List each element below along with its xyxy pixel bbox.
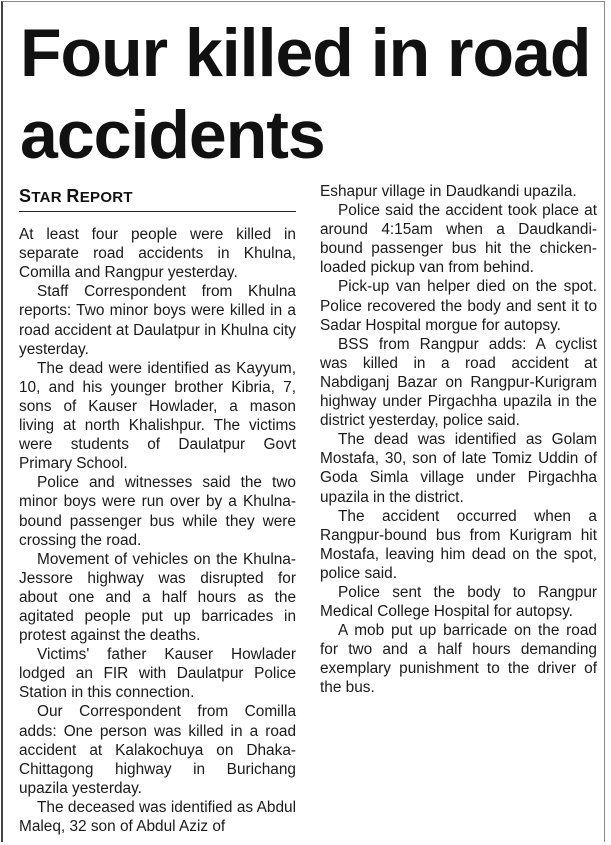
paragraph-comilla-helper: Pick-up van helper died on the spot. Police recovered the body and sent it to Sadar Hospital morgue for autopsy. <box>320 278 597 334</box>
byline-word-eport: EPORT <box>79 189 133 206</box>
headline: Four killed in road accidents <box>20 15 591 173</box>
paragraph-khulna-highway: Movement of vehicles on the Khulna-Jessore highway was disrupted for about one and a half hours as the agitated people put up barricades in protest against the deaths. <box>19 550 296 645</box>
paragraph-khulna-victims: The dead were identified as Kayyum, 10, and his younger brother Kibria, 7, sons of Kauser Howlader, a mason living at north Khalishpur. The victims were students of Daulatpur Govt Primary School. <box>19 359 296 473</box>
paragraph-rangpur-report: BSS from Rangpur adds: A cyclist was killed in a road accident at Nabdiganj Bazar on Rangpur-Kurigram highway under Pirgachha upazila in the district yesterday, police said. <box>320 335 597 430</box>
paragraph-comilla-deceased: The deceased was identified as Abdul Maleq, 32 son of Abdul Aziz of <box>19 798 296 835</box>
paragraph-rangpur-mob: A mob put up barricade on the road for two and a half hours demanding exemplary punishment to the driver of the bus. <box>320 622 597 697</box>
paragraph-rangpur-victim: The dead was identified as Golam Mostafa, 30, son of late Tomiz Uddin of Goda Simla village under Pirgachha upazila in the district. <box>320 431 597 506</box>
paragraph-khulna-fir: Victims' father Kauser Howlader lodged an FIR with Daulatpur Police Station in this connection. <box>19 646 296 702</box>
paragraph-comilla-deceased-continued: Eshapur village in Daudkandi upazila. <box>320 183 577 200</box>
paragraph-rangpur-accident: The accident occurred when a Rangpur-bound bus from Kurigram hit Mostafa, leaving him dead on the spot, police said. <box>320 507 597 582</box>
paragraph-rangpur-body: Police sent the body to Rangpur Medical College Hospital for autopsy. <box>320 583 597 621</box>
byline-initial-r: R <box>66 186 80 206</box>
paragraph-comilla-report: Our Correspondent from Comilla adds: One person was killed in a road accident at Kalakochuya on Dhaka-Chittagong highway in Burichang upazila yesterday. <box>19 703 296 797</box>
byline-initial-s: S <box>19 186 32 206</box>
paragraph-intro: At least four people were killed in separate road accidents in Khulna, Comilla and Rangpur yesterday. <box>19 226 296 282</box>
byline <box>19 187 296 212</box>
paragraph-khulna-report: Staff Correspondent from Khulna reports: Two minor boys were killed in a road accident at Daulatpur in Khulna city yesterday. <box>19 283 296 358</box>
right-column <box>320 182 597 698</box>
left-column <box>19 182 296 836</box>
byline-word-tar: TAR <box>31 189 67 206</box>
paragraph-comilla-police: Police said the accident took place at around 4:15am when a Daudkandi-bound passenger bus hit the chicken-loaded pickup van from behind. <box>320 202 597 277</box>
paragraph-khulna-witnesses: Police and witnesses said the two minor boys were run over by a Khulna-bound passenger bus while they were crossing the road. <box>19 474 296 549</box>
